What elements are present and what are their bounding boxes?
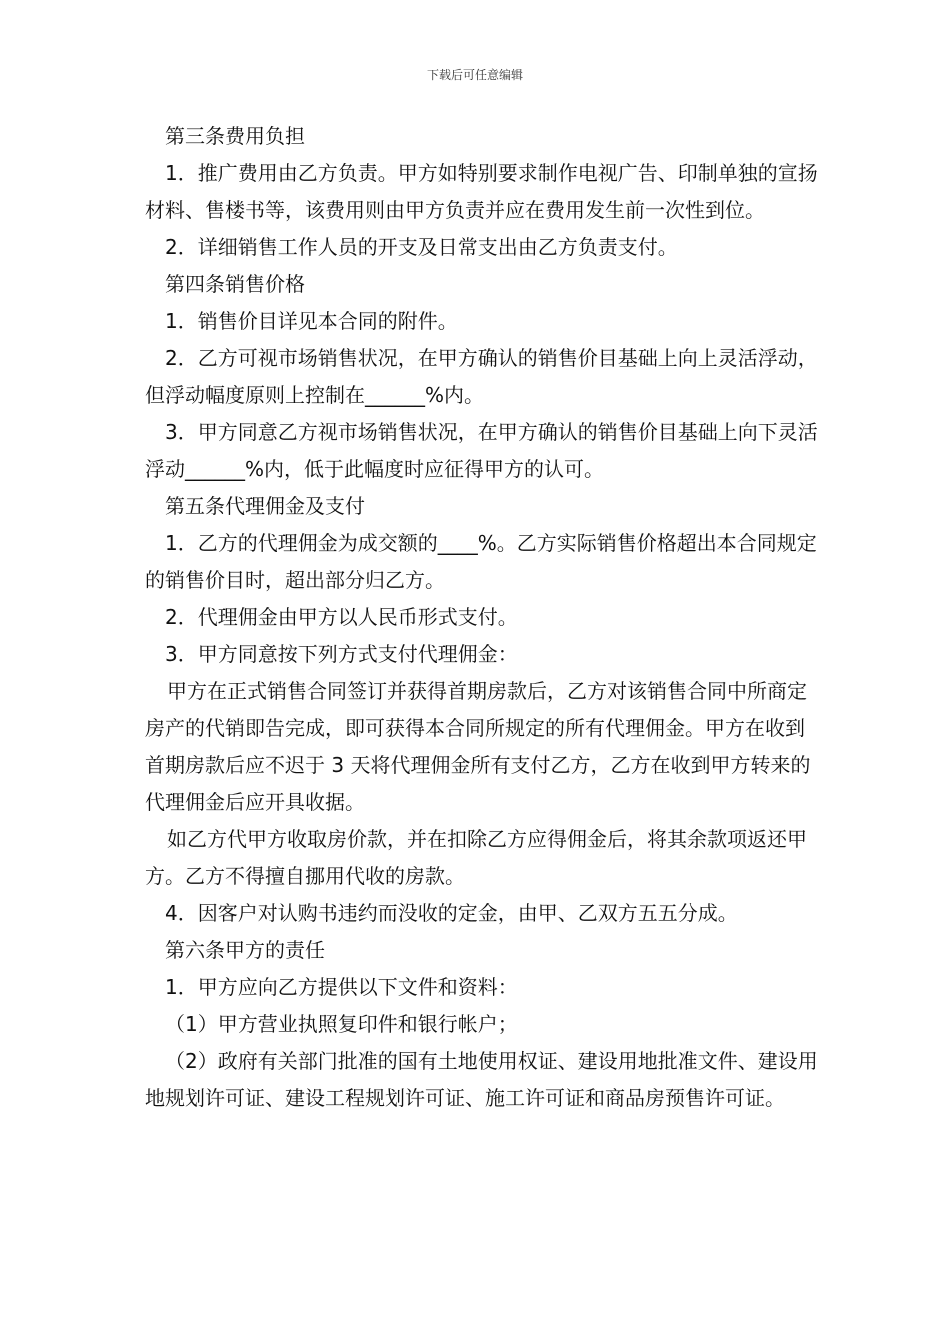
paragraph: 2．详细销售工作人员的开支及日常支出由乙方负责支付。 <box>165 235 678 259</box>
list-item: （1）甲方营业执照复印件和银行帐户； <box>165 1012 518 1036</box>
paragraph: 3．甲方同意乙方视市场销售状况，在甲方确认的销售价目基础上向下灵活浮动______%内，低于此幅度时应征得甲方的认可。 <box>145 420 818 481</box>
paragraph: 4．因客户对认购书违约而没收的定金，由甲、乙双方五五分成。 <box>165 901 738 925</box>
paragraph: 1．推广费用由乙方负责。甲方如特别要求制作电视广告、印制单独的宣扬材料、售楼书等，该费用则由甲方负责并应在费用发生前一次性到位。 <box>145 161 818 222</box>
paragraph: 甲方在正式销售合同签订并获得首期房款后，乙方对该销售合同中所商定房产的代销即告完成，即可获得本合同所规定的所有代理佣金。甲方在收到首期房款后应不迟于 3 天将代理佣金所有支付乙方，乙方在收到甲方转来的代理佣金后应开具收据。 <box>145 679 811 814</box>
page-header-note: 下载后可任意编辑 <box>426 68 523 82</box>
section-heading: 第五条代理佣金及支付 <box>165 494 365 518</box>
section-heading: 第三条费用负担 <box>165 124 305 148</box>
paragraph: 3．甲方同意按下列方式支付代理佣金： <box>165 642 518 666</box>
paragraph: 1．乙方的代理佣金为成交额的____%。乙方实际销售价格超出本合同规定的销售价目时，超出部分归乙方。 <box>145 531 817 592</box>
paragraph: 1．甲方应向乙方提供以下文件和资料： <box>165 975 518 999</box>
section-heading: 第四条销售价格 <box>165 272 305 296</box>
paragraph: 2．代理佣金由甲方以人民币形式支付。 <box>165 605 518 629</box>
paragraph: 1．销售价目详见本合同的附件。 <box>165 309 458 333</box>
paragraph: 如乙方代甲方收取房价款，并在扣除乙方应得佣金后，将其余款项返还甲方。乙方不得擅自挪用代收的房款。 <box>145 827 807 888</box>
list-item: （2）政府有关部门批准的国有土地使用权证、建设用地批准文件、建设用地规划许可证、建设工程规划许可证、施工许可证和商品房预售许可证。 <box>145 1049 818 1110</box>
document-body <box>145 118 820 1117</box>
paragraph: 2．乙方可视市场销售状况，在甲方确认的销售价目基础上向上灵活浮动，但浮动幅度原则上控制在______%内。 <box>145 346 818 407</box>
section-heading: 第六条甲方的责任 <box>165 938 325 962</box>
